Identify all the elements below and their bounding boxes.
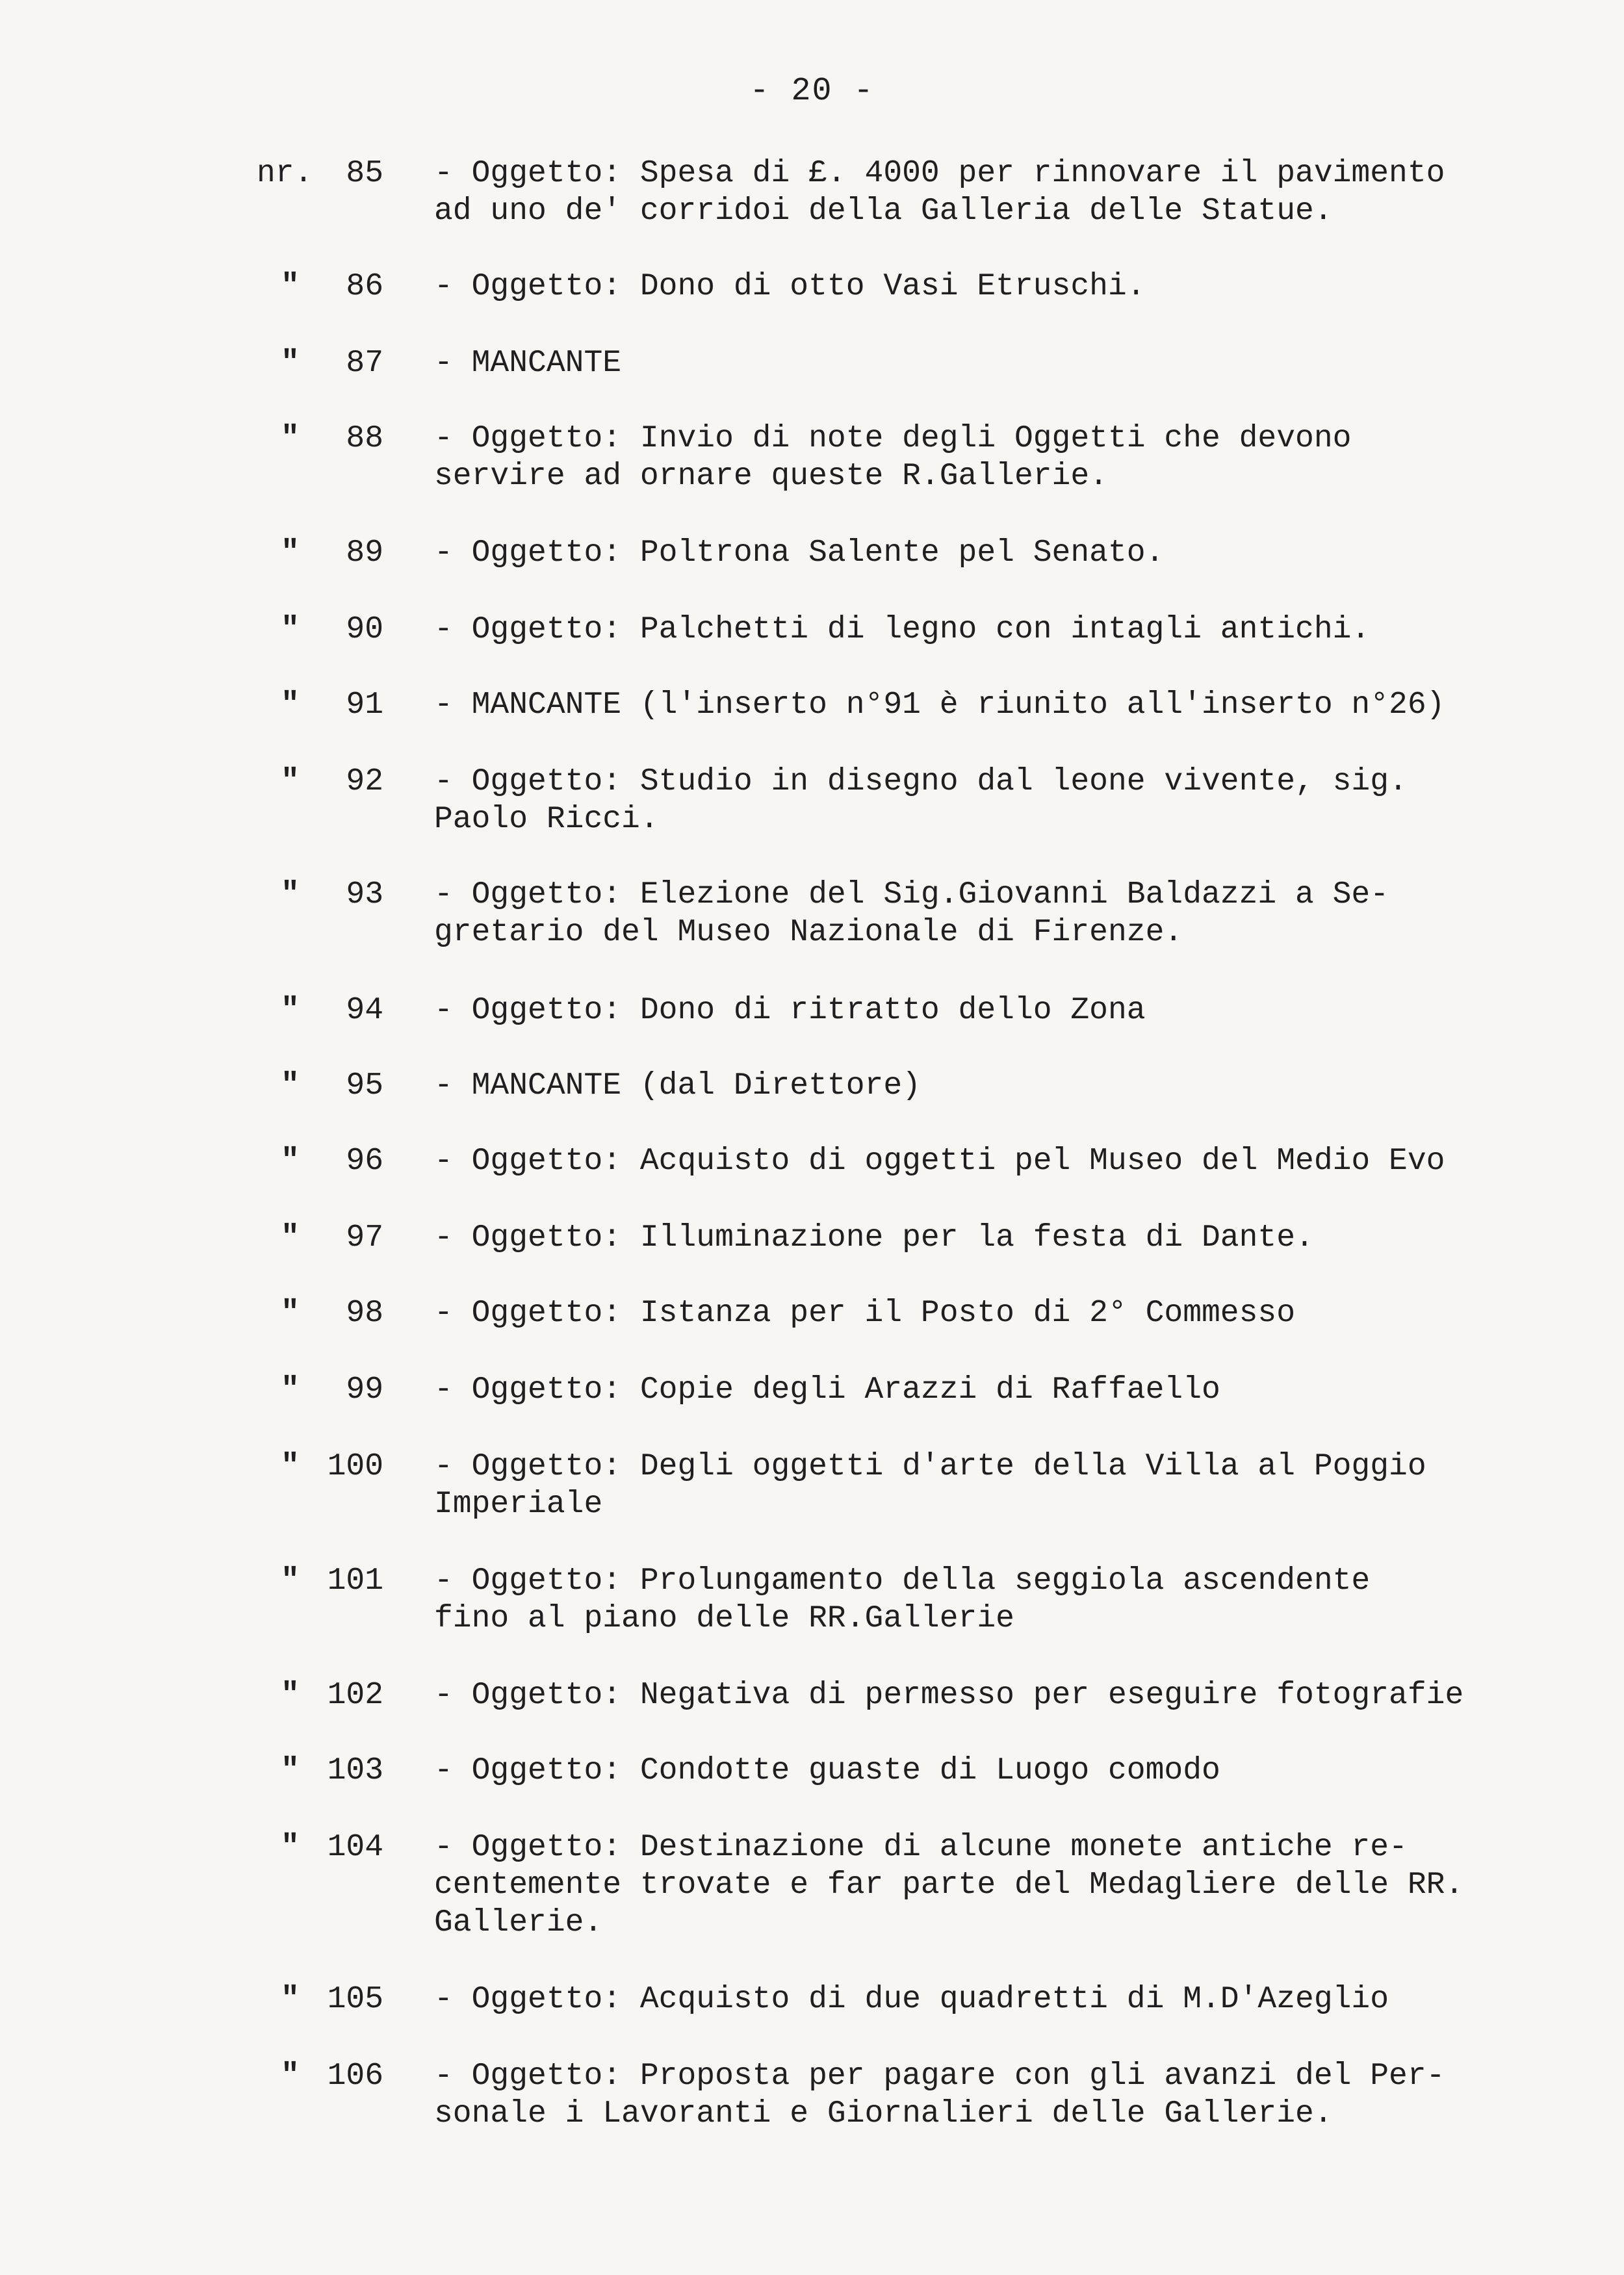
ditto-mark: " [281,535,300,571]
entry-line: - Oggetto: Istanza per il Posto di 2° Commesso [434,1296,1296,1331]
ditto-mark: " [281,1830,300,1865]
entry-line: - Oggetto: Copie degli Arazzi di Raffaello [434,1372,1220,1407]
ditto-mark: " [281,1449,300,1484]
entry-number: 90 [346,612,383,647]
entry-description [434,1448,1552,1523]
entry-line: Gallerie. [434,1905,603,1940]
entry-number: 105 [327,1982,383,2017]
ditto-mark: " [281,877,300,912]
entry-number: 93 [346,877,383,912]
entry-line: Imperiale [434,1487,603,1522]
entry-line: - MANCANTE (l'inserto n°91 è riunito all'inserto n°26) [434,688,1445,723]
entry-description [434,268,1552,305]
entry-line: - Oggetto: Destinazione di alcune monete antiche re- [434,1830,1408,1865]
entry-line: - Oggetto: Invio di note degli Oggetti che devono [434,421,1352,456]
number-prefix: nr. [257,156,313,191]
entry-number: 85 [346,156,383,191]
ditto-mark: " [281,688,300,723]
entry-number: 100 [327,1449,383,1484]
entry-description [434,763,1552,838]
entry-number: 87 [346,346,383,381]
entry-number: 96 [346,1144,383,1179]
entry-number: 101 [327,1563,383,1599]
entry-number: 89 [346,535,383,571]
ditto-mark: " [281,2059,300,2094]
entry-description [434,611,1552,649]
entry-line: fino al piano delle RR.Gallerie [434,1601,1014,1636]
ditto-mark: " [281,612,300,647]
entry-description [434,1562,1552,1638]
entry-number: 104 [327,1830,383,1865]
entry-line: - Oggetto: Prolungamento della seggiola ascendente [434,1563,1371,1599]
entry-number: 98 [346,1296,383,1331]
entry-description [434,686,1552,724]
entry-line: gretario del Museo Nazionale di Firenze. [434,915,1183,950]
entry-line: - Oggetto: Proposta per pagare con gli avanzi del Per- [434,2059,1445,2094]
entry-description [434,1371,1552,1409]
entry-number: 97 [346,1220,383,1255]
entry-description [434,1067,1552,1105]
ditto-mark: " [281,346,300,381]
entry-number: 103 [327,1753,383,1788]
ditto-mark: " [281,1220,300,1255]
entry-number: 94 [346,993,383,1028]
entry-line: - Oggetto: Dono di otto Vasi Etruschi. [434,269,1146,304]
entry-description [434,876,1552,951]
entry-number: 88 [346,421,383,456]
ditto-mark: " [281,269,300,304]
entry-number: 92 [346,764,383,799]
entry-line: centemente trovate e far parte del Medagliere delle RR. [434,1868,1464,1903]
entry-number: 102 [327,1678,383,1713]
entry-number: 99 [346,1372,383,1407]
entry-line: - MANCANTE (dal Direttore) [434,1068,921,1103]
entry-line: - Oggetto: Poltrona Salente pel Senato. [434,535,1165,571]
entry-description [434,420,1552,495]
entry-description [434,534,1552,572]
entry-description [434,2057,1552,2133]
entry-line: - MANCANTE [434,346,622,381]
entry-line: Paolo Ricci. [434,802,659,837]
entry-number: 106 [327,2059,383,2094]
entry-line: - Oggetto: Palchetti di legno con intagli antichi. [434,612,1371,647]
ditto-mark: " [281,1753,300,1788]
ditto-mark: " [281,421,300,456]
entry-line: servire ad ornare queste R.Gallerie. [434,459,1108,494]
entry-line: - Oggetto: Degli oggetti d'arte della Villa al Poggio [434,1449,1426,1484]
entry-description [434,992,1552,1029]
ditto-mark: " [281,993,300,1028]
entry-description [434,155,1552,230]
ditto-mark: " [281,764,300,799]
entry-line: sonale i Lavoranti e Giornalieri delle Gallerie. [434,2096,1333,2131]
entry-line: - Oggetto: Negativa di permesso per eseguire fotografie [434,1678,1464,1713]
entry-description [434,344,1552,382]
entry-line: - Oggetto: Acquisto di oggetti pel Museo del Medio Evo [434,1144,1445,1179]
entry-line: - Oggetto: Acquisto di due quadretti di M.D'Azeglio [434,1982,1389,2017]
entry-description [434,1981,1552,2018]
entry-line: - Oggetto: Spesa di £. 4000 per rinnovare il pavimento [434,156,1445,191]
ditto-mark: " [281,1068,300,1103]
ditto-mark: " [281,1144,300,1179]
entry-line: - Oggetto: Condotte guaste di Luogo comodo [434,1753,1220,1788]
entry-number: 95 [346,1068,383,1103]
ditto-mark: " [281,1678,300,1713]
entry-description [434,1142,1552,1180]
ditto-mark: " [281,1296,300,1331]
ditto-mark: " [281,1982,300,2017]
entry-line: - Oggetto: Studio in disegno dal leone vivente, sig. [434,764,1408,799]
entry-line: - Oggetto: Dono di ritratto dello Zona [434,993,1146,1028]
entry-number: 86 [346,269,383,304]
entry-description [434,1219,1552,1257]
entry-line: - Oggetto: Illuminazione per la festa di Dante. [434,1220,1314,1255]
ditto-mark: " [281,1372,300,1407]
ditto-mark: " [281,1563,300,1599]
entry-description [434,1677,1552,1714]
entry-line: - Oggetto: Elezione del Sig.Giovanni Baldazzi a Se- [434,877,1389,912]
entry-line: ad uno de' corridoi della Galleria delle Statue. [434,194,1333,229]
entry-description [434,1752,1552,1790]
entry-description [434,1294,1552,1332]
page-number: - 20 - [749,73,875,110]
entry-number: 91 [346,688,383,723]
entry-description [434,1829,1552,1942]
